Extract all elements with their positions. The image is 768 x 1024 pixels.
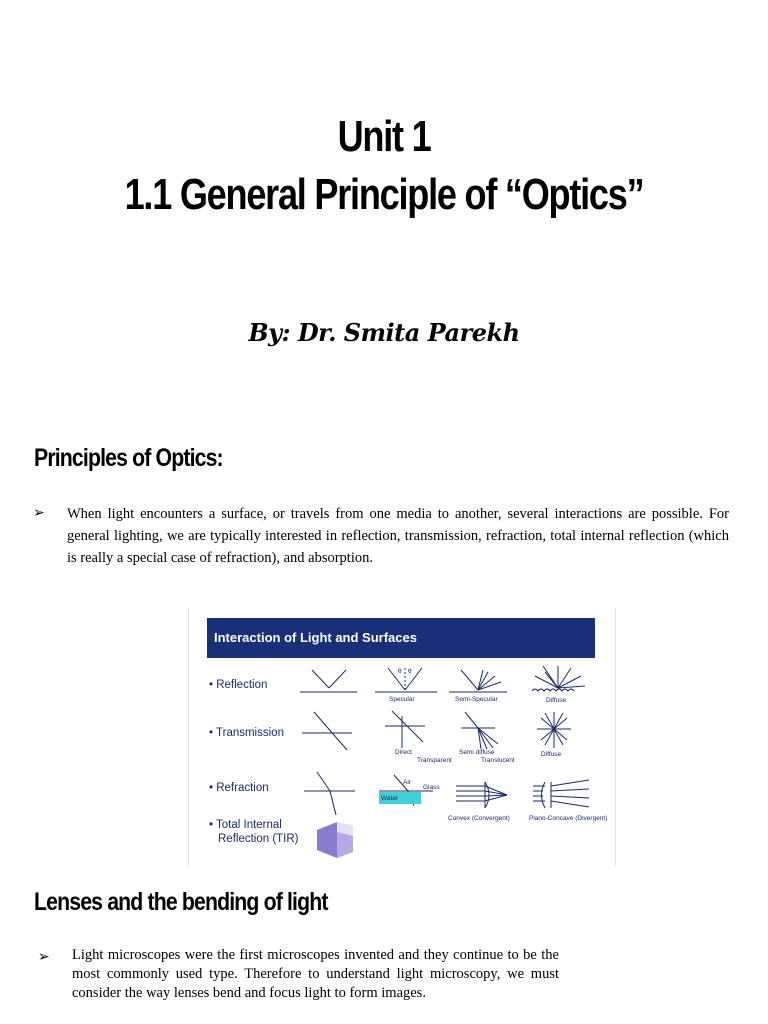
lenses-paragraph: Light microscopes were the first microscopes invented and they continue to be the most commonly used type. Therefore to understand light microscopy, we must consider the way lenses bend and focus light to form images. [72,947,559,1001]
row-label-tir-2: Reflection (TIR) [218,833,299,845]
caption-water: Water [381,795,399,802]
theta-label-left: θ [398,668,402,675]
row-label-reflection: • Reflection [209,679,268,691]
caption-transparent: Transparent [417,757,452,764]
caption-translucent: Translucent [481,757,515,764]
figure-title: Interaction of Light and Surfaces [214,630,417,645]
caption-semi-diffuse: Semi diffuse [459,749,495,756]
section-title: 1.1 General Principle of “Optics” [124,170,644,219]
row-label-transmission: • Transmission [209,727,284,739]
caption-direct: Direct [395,749,412,756]
author-byline: By: Dr. Smita Parekh [248,318,520,347]
bullet-arrow-icon: ➢ [33,505,45,521]
caption-air: Air [403,779,411,786]
principles-heading: Principles of Optics: [34,444,223,472]
caption-semi-specular: Semi-Specular [455,696,498,703]
caption-diffuse-transmission: Diffuse [541,751,562,758]
caption-plano-concave: Plano-Concave (Divergent) [529,815,608,822]
optics-diagrams [189,608,615,866]
interaction-figure [188,608,616,866]
row-label-refraction: • Refraction [209,782,269,794]
row-label-tir-1: • Total Internal [209,819,282,831]
principles-paragraph: When light encounters a surface, or travels from one media to another, several interactions are possible. For general lighting, we are typically interested in reflection, transmission, refraction, total internal reflection (which is really a special case of refraction), and absorption. [67,506,729,566]
lenses-heading: Lenses and the bending of light [34,888,328,916]
bullet-arrow-icon: ➢ [38,949,50,965]
theta-label-right: θ [408,668,412,675]
caption-specular: Specular [389,696,415,703]
caption-glass: Glass [423,784,440,791]
unit-title: Unit 1 [337,112,431,161]
caption-diffuse-reflection: Diffuse [546,697,567,704]
caption-convex: Convex (Convergent) [448,815,510,822]
